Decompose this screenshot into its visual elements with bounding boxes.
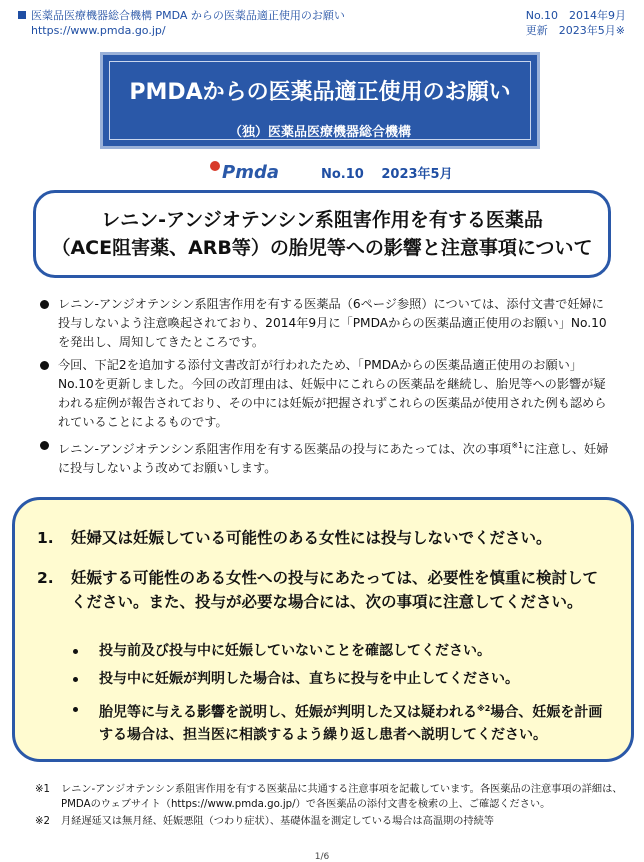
header-url[interactable]: https://www.pmda.go.jp/ bbox=[31, 24, 166, 37]
sub-bullet-icon bbox=[73, 649, 78, 654]
sub-bullet-icon bbox=[73, 677, 78, 682]
title-banner bbox=[100, 52, 540, 149]
notice-text: 妊娠する可能性のある女性への投与にあたっては、必要性を慎重に検討してください。また、投与が必要な場合には、次の事項に注意してください。 bbox=[71, 569, 599, 611]
notice-subitem bbox=[73, 698, 613, 746]
header-right bbox=[526, 8, 626, 38]
bullet-dot-icon bbox=[40, 441, 49, 450]
logo-dot-icon bbox=[210, 161, 220, 171]
notice-number: 2. bbox=[37, 569, 54, 587]
subitem-text: 投与前及び投与中に妊娠していないことを確認してください。 bbox=[99, 643, 491, 659]
bullet-item bbox=[38, 356, 614, 432]
bullet-item bbox=[38, 436, 614, 478]
pmda-logo bbox=[210, 162, 279, 183]
footnote-mark: ※2 bbox=[35, 816, 51, 827]
bullet-text: レニン-アンジオテンシン系阻害作用を有する医薬品の投与にあたっては、次の事項 bbox=[58, 442, 512, 457]
footnote-ref: ※1 bbox=[511, 441, 524, 450]
notice-subitem bbox=[73, 640, 613, 662]
bullet-dot-icon bbox=[40, 300, 49, 309]
publisher-name: （独）医薬品医療機器総合機構 bbox=[228, 125, 411, 140]
header-issue-no: No.10 2014年9月 bbox=[525, 9, 626, 22]
subitem-text-part: 胎児等に与える影響を説明し、妊娠が判明した又は疑われる bbox=[99, 704, 477, 721]
notice-text: 妊婦又は妊娠している可能性のある女性には投与しないでください。 bbox=[71, 529, 552, 547]
page-title: PMDAからの医薬品適正使用のお願い bbox=[129, 80, 511, 105]
header-left bbox=[18, 8, 345, 38]
logo-row bbox=[210, 160, 453, 184]
footnote-ref: ※2 bbox=[477, 704, 491, 713]
footnotes bbox=[35, 782, 625, 831]
page-number: 1/6 bbox=[314, 852, 330, 862]
notice-subitem bbox=[73, 668, 613, 690]
bullet-text-cont: に注意し、妊婦に投与しないよう改めてお願いします。 bbox=[58, 442, 609, 476]
subitem-text: 投与中に妊娠が判明した場合は、直ちに投与を中止してください。 bbox=[99, 671, 519, 687]
notice-item-2 bbox=[37, 566, 607, 614]
bullet-item bbox=[38, 295, 614, 352]
footnote-mark: ※1 bbox=[35, 784, 51, 795]
issue-number: No.10 2023年5月 bbox=[320, 166, 453, 182]
notice-box bbox=[12, 497, 634, 762]
footnote-text: 月経遅延又は無月経、妊娠悪阻（つわり症状）、基礎体温を測定している場合は高温期の持続等 bbox=[61, 816, 494, 827]
bullet-text: レニン-アンジオテンシン系阻害作用を有する医薬品（6ページ参照）については、添付文書で妊婦に投与しないよう注意喚起されており、2014年9月に「PMDAからの医薬品適正使用のお願い」No.10を発出し、周知してきたところです。 bbox=[58, 297, 607, 349]
bullet-dot-icon bbox=[40, 361, 49, 370]
sub-bullet-icon bbox=[73, 707, 78, 712]
intro-bullets bbox=[38, 295, 614, 482]
footnote bbox=[35, 814, 625, 829]
footnote-text: レニン-アンジオテンシン系阻害作用を有する医薬品に共通する注意事項を記載しています。各医薬品の注意事項の詳細は、PMDAのウェブサイト（https://www.pmda.go.jp/）で各医薬品の添付文書を検索の上、ご確認ください。 bbox=[61, 784, 623, 810]
logo-text: Pmda bbox=[222, 161, 279, 183]
header-updated: 更新 2023年5月※ bbox=[525, 24, 625, 37]
bullet-text: 今回、下記2を追加する添付文書改訂が行われたため、「PMDAからの医薬品適正使用のお願い」No.10を更新しました。今回の改訂理由は、妊娠中にこれらの医薬品を継続し、胎児等への影響が疑われる症例が報告されており、その中には妊娠が把握されずこれらの医薬品が使用された例も認められていることによるものです。 bbox=[58, 358, 607, 429]
subitem-text bbox=[99, 698, 613, 746]
subitem-text-part: 場合、妊娠を計画する場合は、担当医に相談するよう繰り返し患者へ説明してください。 bbox=[99, 704, 603, 743]
headline-line-2: （ACE阻害薬、ARB等）の胎児等への影響と注意事項について bbox=[51, 237, 593, 259]
square-bullet-icon bbox=[18, 11, 26, 19]
headline-line-1: レニン-アンジオテンシン系阻害作用を有する医薬品 bbox=[101, 209, 543, 231]
notice-item-1 bbox=[37, 526, 607, 550]
header-title: 医薬品医療機器総合機構 PMDA からの医薬品適正使用のお願い bbox=[31, 9, 345, 22]
notice-number: 1. bbox=[37, 529, 54, 547]
footnote bbox=[35, 782, 625, 812]
headline-box bbox=[33, 190, 611, 278]
